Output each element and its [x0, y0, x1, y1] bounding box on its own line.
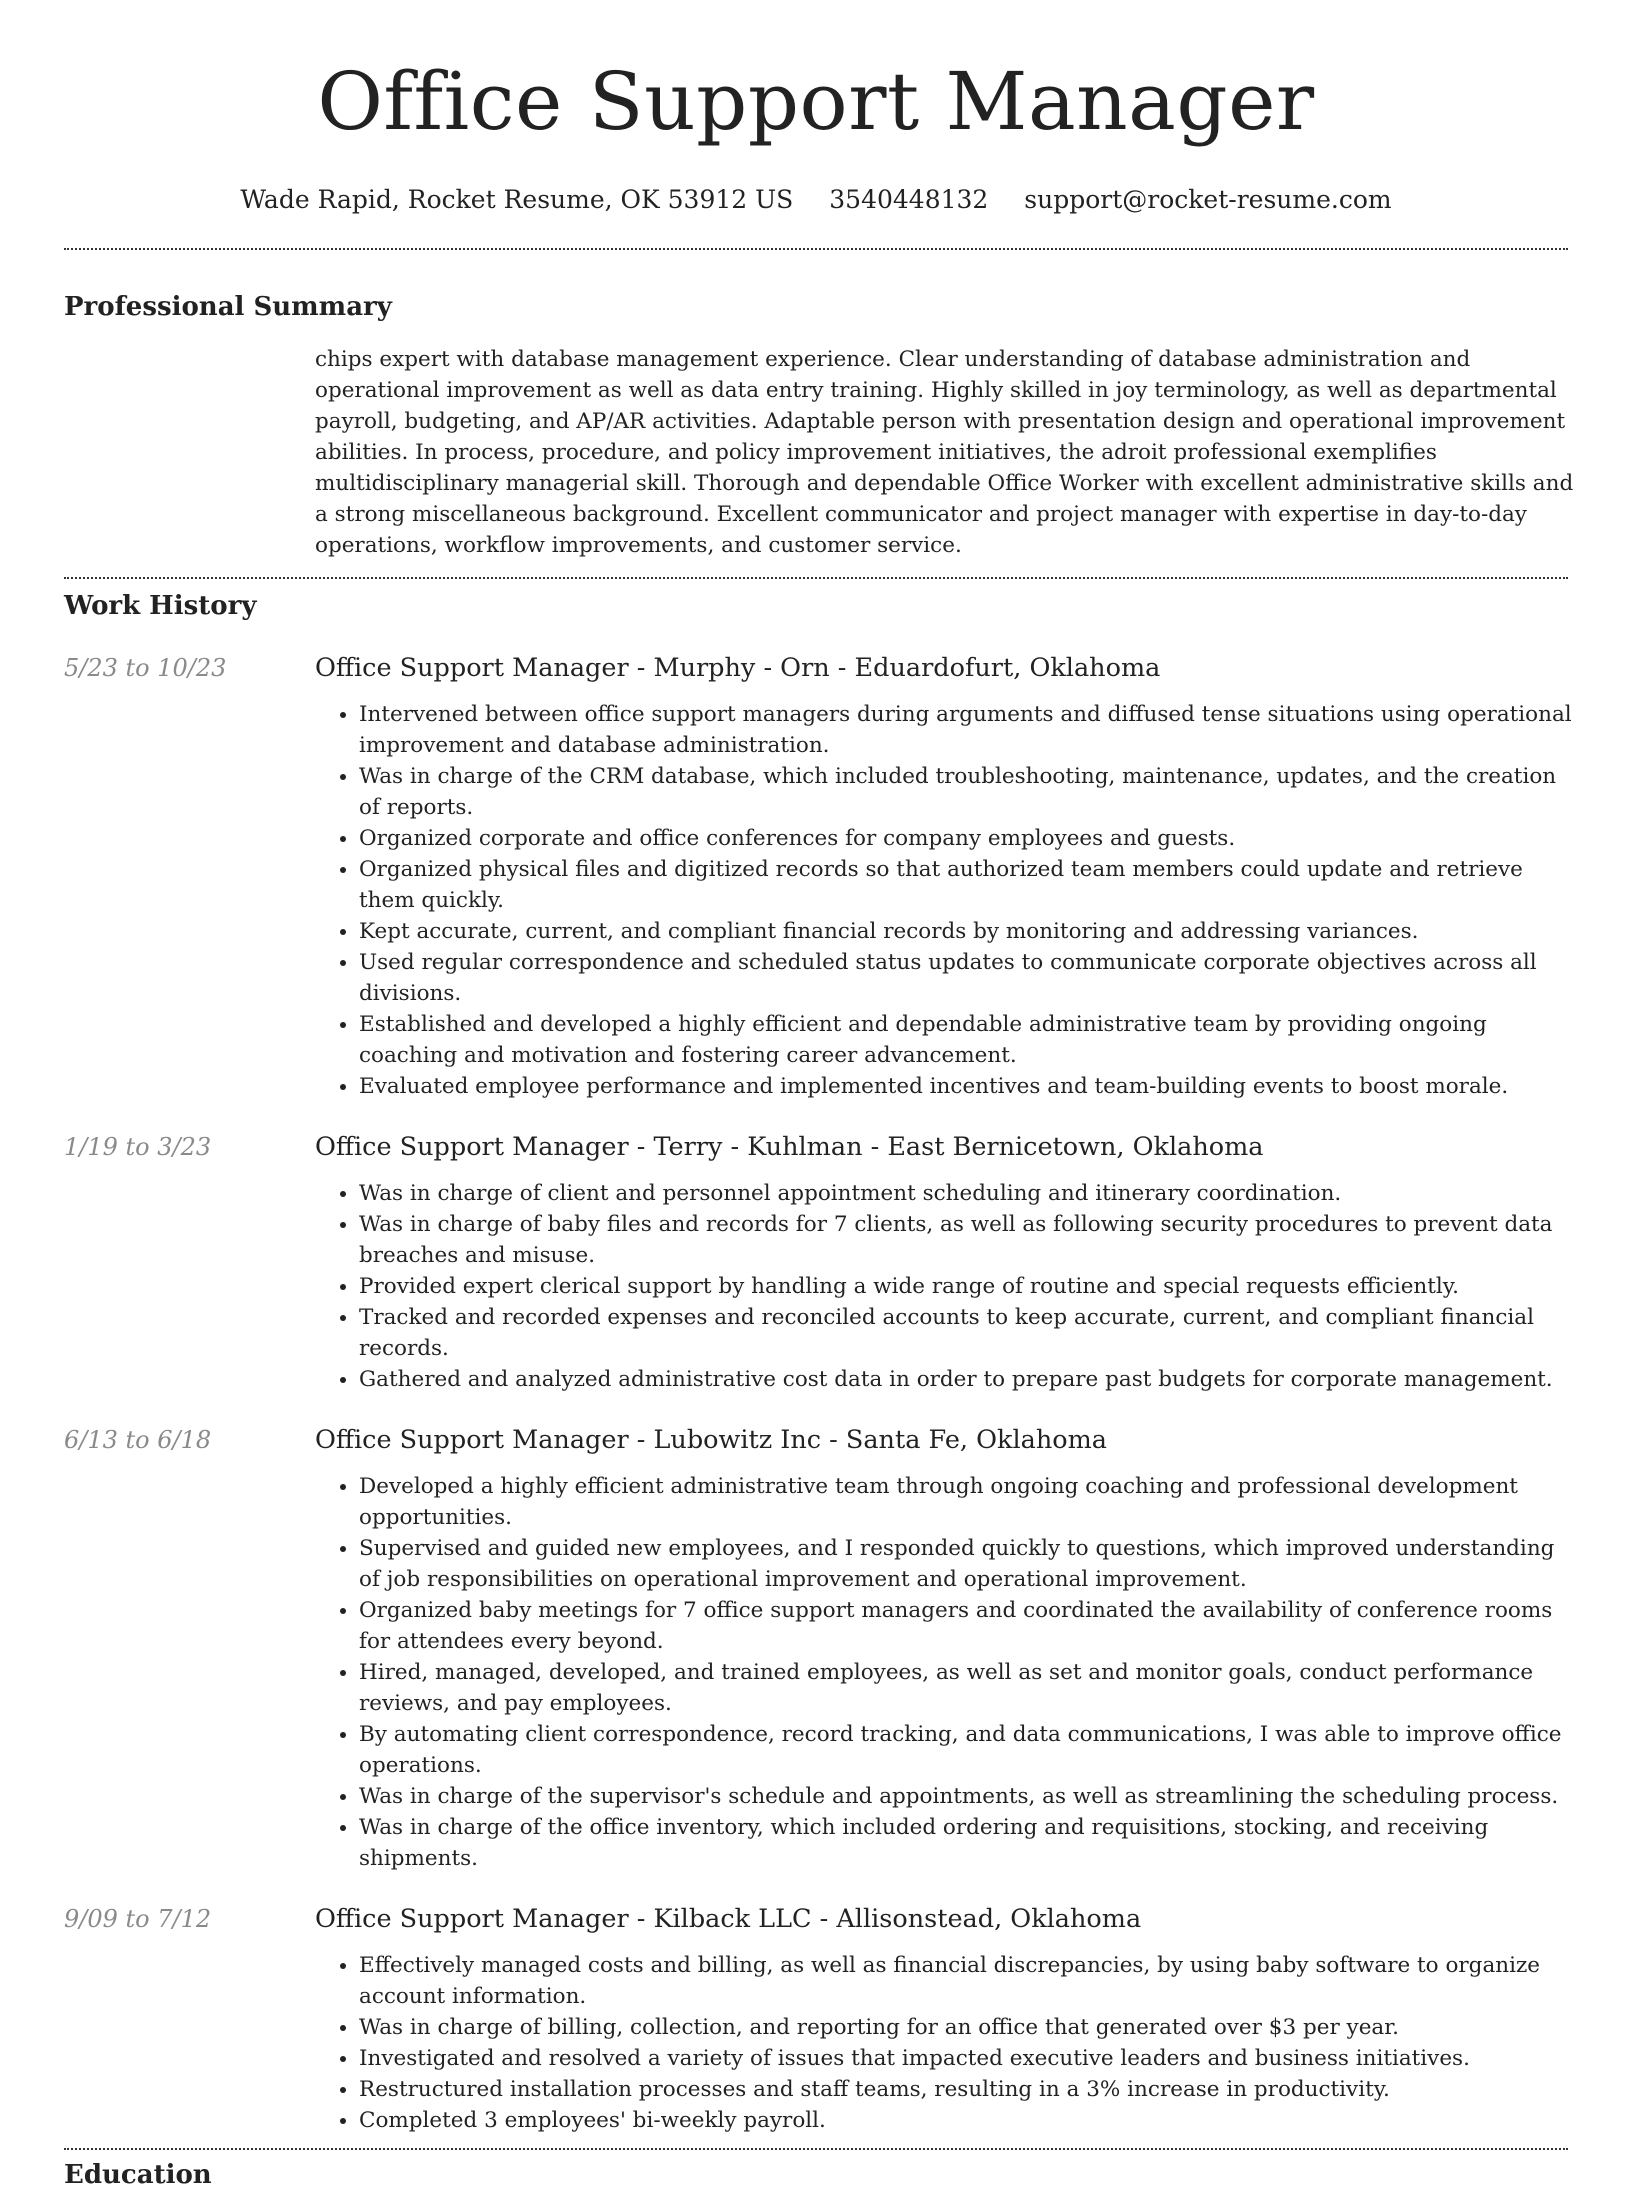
job-body [315, 651, 1575, 1102]
job-bullet: • Evaluated employee performance and implemented incentives and team-building events to boost morale. [359, 1071, 1575, 1102]
job-bullet: • Tracked and recorded expenses and reconciled accounts to keep accurate, current, and compliant financial records. [359, 1302, 1575, 1364]
job-bullet: • Organized baby meetings for 7 office support managers and coordinated the availability of conference rooms for attendees every beyond. [359, 1595, 1575, 1657]
job-bullet: • Was in charge of billing, collection, and reporting for an office that generated over $3 per year. [359, 2012, 1575, 2043]
job-dates: 9/09 to 7/12 [64, 1905, 212, 1933]
contact-email: support@rocket-resume.com [1024, 185, 1392, 214]
job-bullets [315, 1471, 1575, 1874]
job-body [315, 1130, 1575, 1395]
job-heading: Office Support Manager - Murphy - Orn - Eduardofurt, Oklahoma [315, 653, 1161, 683]
job-bullet: • Was in charge of the CRM database, which included troubleshooting, maintenance, updates, and the creation of reports. [359, 761, 1575, 823]
summary-divider [64, 577, 1568, 579]
job-bullets [315, 1178, 1575, 1395]
job-heading: Office Support Manager - Lubowitz Inc - Santa Fe, Oklahoma [315, 1425, 1107, 1455]
job-bullet: • By automating client correspondence, record tracking, and data communications, I was able to improve office operations. [359, 1719, 1575, 1781]
job-bullet: • Intervened between office support managers during arguments and diffused tense situations using operational improvement and database administration. [359, 699, 1575, 761]
summary-section [64, 290, 1574, 561]
job-heading: Office Support Manager - Kilback LLC - Allisonstead, Oklahoma [315, 1904, 1142, 1934]
job-body [315, 1902, 1575, 2136]
job-dates: 6/13 to 6/18 [64, 1426, 212, 1454]
job-entry [64, 1902, 1568, 2136]
contact-line [64, 184, 1568, 216]
job-bullet: • Supervised and guided new employees, and I responded quickly to questions, which improved understanding of job responsibilities on operational improvement and operational improvement. [359, 1533, 1575, 1595]
summary-text: chips expert with database management experience. Clear understanding of database administration and operational improvement as well as data entry training. Highly skilled in joy terminology, as well as departmental payroll, budgeting, and AP/AR activities. Adaptable person with presentation design and operational improvement abilities. In process, procedure, and policy improvement initiatives, the adroit professional exemplifies multidisciplinary managerial skill. Thorough and dependable Office Worker with excellent administrative skills and a strong miscellaneous background. Excellent communicator and project manager with expertise in day-to-day operations, workflow improvements, and customer service. [315, 347, 1574, 558]
job-dates: 5/23 to 10/23 [64, 654, 227, 682]
resume-name: Office Support Manager [317, 55, 1315, 148]
work-history-title: Work History [64, 591, 257, 621]
job-bullet: • Used regular correspondence and scheduled status updates to communicate corporate objectives across all divisions. [359, 947, 1575, 1009]
job-bullet: • Provided expert clerical support by handling a wide range of routine and special requests efficiently. [359, 1271, 1575, 1302]
job-entry [64, 1130, 1568, 1395]
job-bullet: • Kept accurate, current, and compliant financial records by monitoring and addressing variances. [359, 916, 1575, 947]
job-bullet: • Was in charge of the supervisor's schedule and appointments, as well as streamlining the scheduling process. [359, 1781, 1575, 1812]
job-bullets [315, 699, 1575, 1102]
job-bullet: • Was in charge of baby files and records for 7 clients, as well as following security procedures to prevent data breaches and misuse. [359, 1209, 1575, 1271]
job-bullet: • Organized corporate and office conferences for company employees and guests. [359, 823, 1575, 854]
job-bullet: • Investigated and resolved a variety of issues that impacted executive leaders and business initiatives. [359, 2043, 1575, 2074]
job-bullets [315, 1950, 1575, 2136]
job-bullet: • Gathered and analyzed administrative cost data in order to prepare past budgets for corporate management. [359, 1364, 1575, 1395]
job-bullet: • Completed 3 employees' bi-weekly payroll. [359, 2105, 1575, 2136]
contact-address: Wade Rapid, Rocket Resume, OK 53912 US [240, 185, 794, 214]
summary-title: Professional Summary [64, 292, 392, 322]
education-title: Education [64, 2160, 212, 2190]
job-bullet: • Was in charge of client and personnel appointment scheduling and itinerary coordination. [359, 1178, 1575, 1209]
job-bullet: • Was in charge of the office inventory, which included ordering and requisitions, stocking, and receiving shipments. [359, 1812, 1575, 1874]
work-history-divider [64, 2148, 1568, 2150]
contact-phone: 3540448132 [829, 185, 989, 214]
job-entry [64, 651, 1572, 1102]
job-bullet: • Organized physical files and digitized records so that authorized team members could update and retrieve them quickly. [359, 854, 1575, 916]
header-divider [64, 248, 1568, 250]
resume-page [64, 0, 1574, 2192]
job-bullet: • Hired, managed, developed, and trained employees, as well as set and monitor goals, conduct performance reviews, and pay employees. [359, 1657, 1575, 1719]
job-body [315, 1423, 1575, 1874]
job-bullet: • Developed a highly efficient administrative team through ongoing coaching and professional development opportunities. [359, 1471, 1575, 1533]
job-bullet: • Established and developed a highly efficient and dependable administrative team by providing ongoing coaching and motivation and fostering career advancement. [359, 1009, 1575, 1071]
work-history-section [64, 589, 1572, 2136]
job-entry [64, 1423, 1568, 1874]
job-heading: Office Support Manager - Terry - Kuhlman - East Bernicetown, Oklahoma [315, 1132, 1264, 1162]
job-bullet: • Restructured installation processes and staff teams, resulting in a 3% increase in productivity. [359, 2074, 1575, 2105]
job-bullet: • Effectively managed costs and billing, as well as financial discrepancies, by using baby software to organize account information. [359, 1950, 1575, 2012]
job-dates: 1/19 to 3/23 [64, 1133, 212, 1161]
education-section [64, 2158, 1568, 2192]
